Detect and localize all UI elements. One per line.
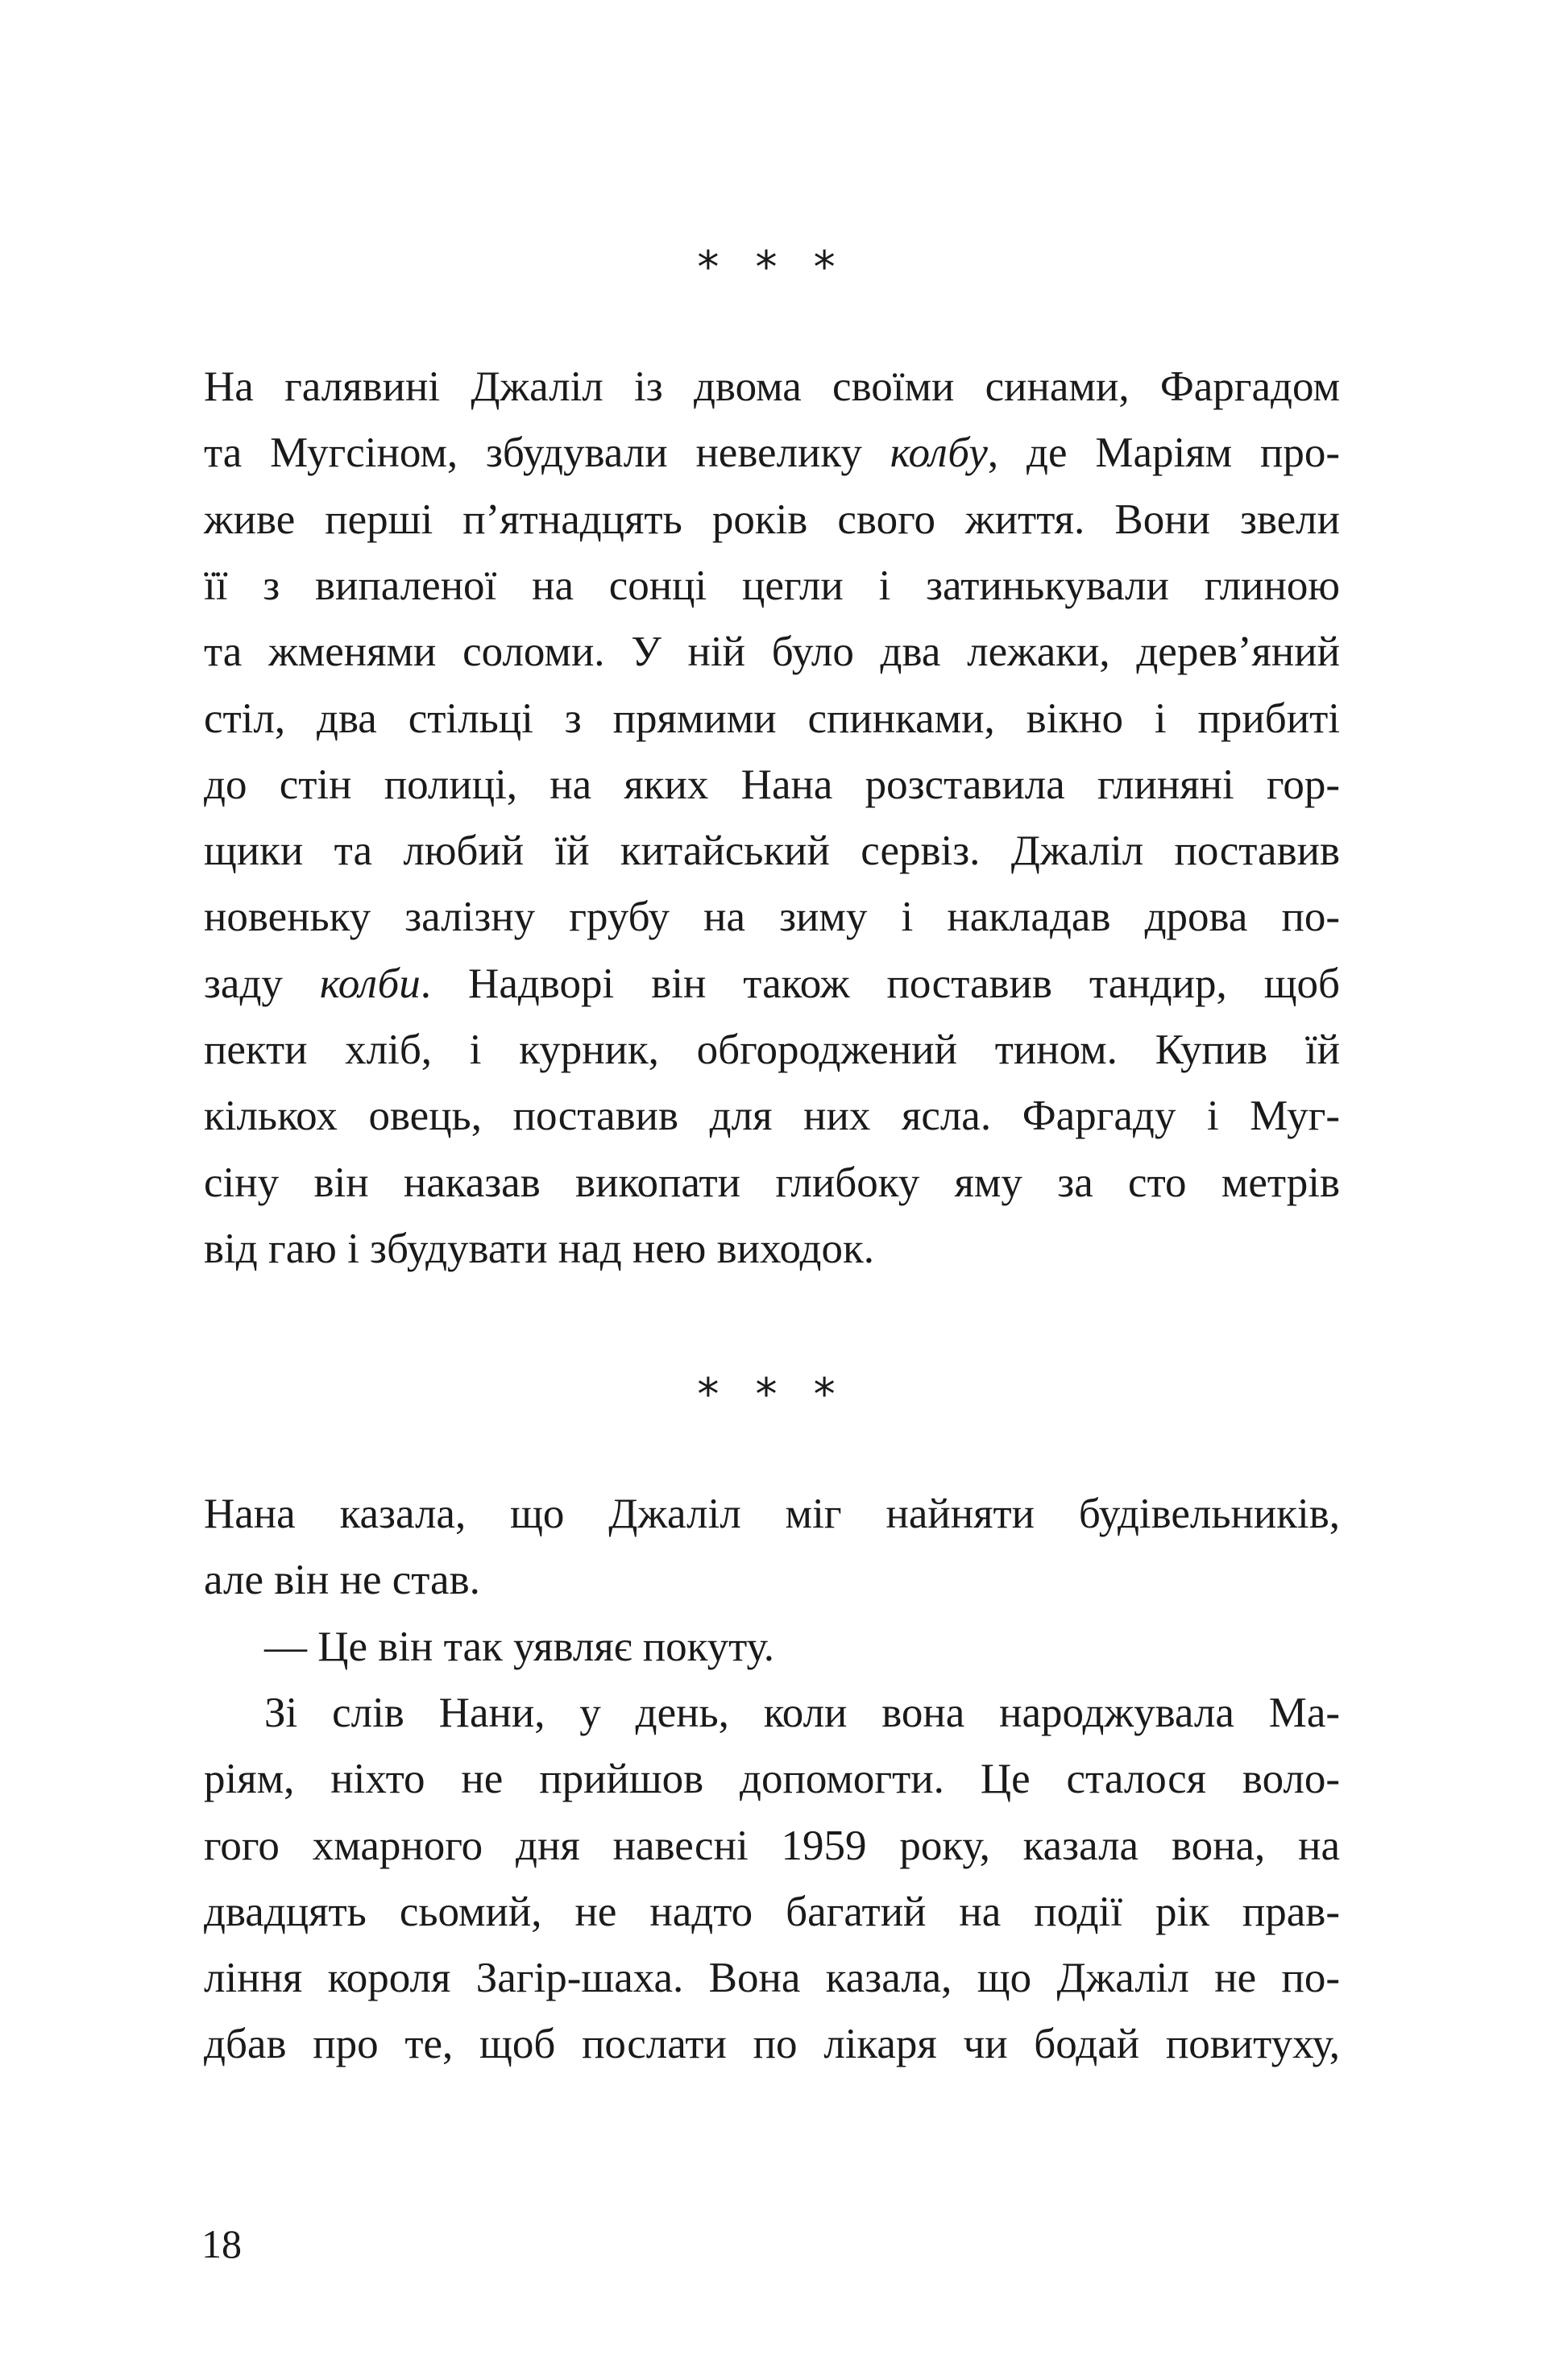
text-run: та жменями соломи. У ній було два лежаки, дерев’яний [204,628,1340,675]
text-run: На галявині Джаліл із двома своїми синами, Фаргадом [204,363,1340,410]
text-line [204,1888,1340,1936]
text-line [204,1026,1340,1074]
text-run: її з випаленої на сонці цегли і затинькували глиною [204,562,1340,609]
text-line [204,1490,1340,1538]
text-run: ріям, ніхто не прийшов допомогти. Це сталося воло- [204,1756,1340,1802]
text-run: двадцять сьомий, не надто багатий на події рік прав- [204,1889,1340,1935]
text-line [204,1225,1340,1273]
text-run: стіл, два стільці з прямими спинками, вікно і прибиті [204,695,1340,742]
text-run: . Надворі він також поставив тандир, щоб [420,960,1340,1007]
text-line [204,628,1340,676]
text-run: , де Маріям про- [987,429,1340,476]
text-run: до стін полиці, на яких Нана розставила глиняні гор- [204,761,1340,808]
text-run: Нана казала, що Джаліл міг найняти будівельників, [204,1491,1340,1537]
text-line [204,695,1340,743]
text-run: ління короля Загір-шаха. Вона казала, що Джаліл не по- [204,1955,1340,2001]
text-line [204,562,1340,610]
text-line [204,1556,1340,1604]
text-run: гого хмарного дня навесні 1959 року, казала вона, на [204,1822,1340,1869]
text-run: та Мугсіном, збудували невелику [204,429,890,476]
text-run: заду [204,960,320,1007]
text-run: новеньку залізну грубу на зиму і накладав дрова по- [204,894,1340,940]
text-line [204,893,1340,941]
text-line [204,1755,1340,1803]
text-line [204,1092,1340,1140]
text-run: сіну він наказав викопати глибоку яму за сто метрів [204,1159,1340,1206]
text-line [204,429,1340,477]
section-separator: * * * [697,242,847,292]
text-run: — Це він так уявляє покуту. [264,1623,774,1670]
text-run: щики та любий їй китайський сервіз. Джаліл поставив [204,827,1340,874]
italic-term: колбу [890,429,988,476]
text-line [204,1689,1340,1737]
italic-term: колби [319,960,421,1007]
text-line [204,1623,1340,1671]
text-line [204,761,1340,809]
text-line [204,2020,1340,2068]
text-run: Зі слів Нани, у день, коли вона народжувала Ма- [264,1690,1340,1736]
page-number: 18 [201,2221,242,2266]
text-run: живе перші п’ятнадцять років свого життя. Вони звели [204,496,1340,543]
text-run: пекти хліб, і курник, обгороджений тином. Купив їй [204,1026,1340,1073]
text-line [204,1822,1340,1870]
text-run: від гаю і збудувати над нею виходок. [204,1225,874,1272]
text-line [204,1159,1340,1207]
text-run: кількох овець, поставив для них ясла. Фаргаду і Муг- [204,1093,1340,1139]
text-line [204,827,1340,875]
text-line [204,1954,1340,2002]
text-line [204,960,1340,1008]
section-separator: * * * [697,1369,847,1420]
text-run: дбав про те, щоб послати по лікаря чи бодай повитуху, [204,2021,1340,2067]
text-line [204,363,1340,411]
text-run: але він не став. [204,1557,480,1603]
text-line [204,495,1340,544]
